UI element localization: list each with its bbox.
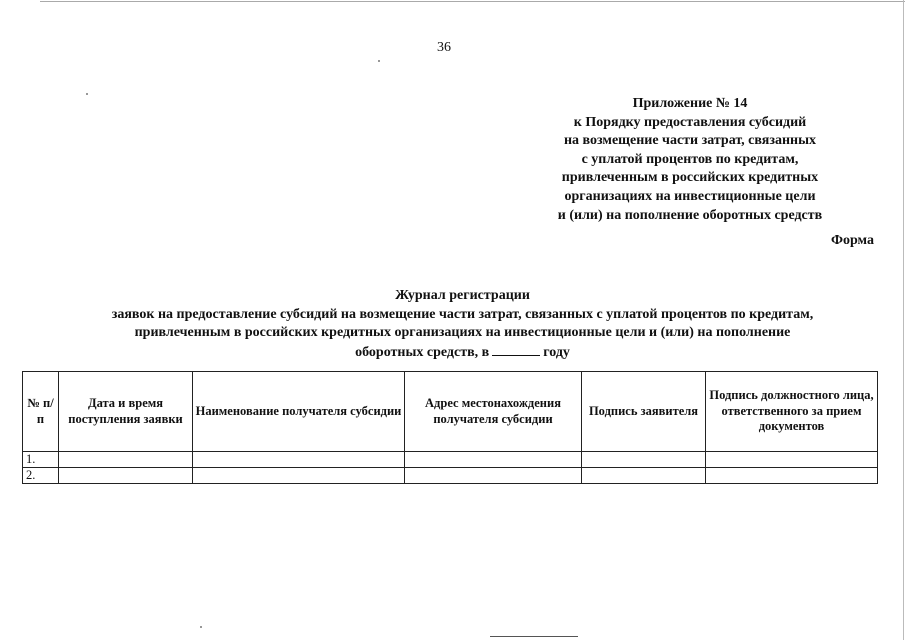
scan-edge-bottom: [490, 636, 578, 637]
official-signature-cell: [706, 452, 878, 468]
journal-subtitle-line: [10, 343, 905, 363]
scan-edge-top: [40, 1, 905, 2]
recipient-name-cell: [193, 452, 405, 468]
scan-speck: [378, 60, 380, 62]
scan-speck: [86, 93, 88, 95]
table-header-row: [23, 372, 878, 452]
date-time-cell: [59, 452, 193, 468]
column-header-recipient-name: Наименование получателя субсидии: [193, 372, 405, 452]
journal-title: Журнал регистрации: [395, 288, 530, 303]
column-header-date-time: Дата и время поступления заявки: [59, 372, 193, 452]
registration-table: [22, 371, 878, 484]
column-header-number: № п/п: [23, 372, 59, 452]
scan-speck: [200, 626, 202, 628]
journal-subtitle-line: привлеченным в российских кредитных организациях на инвестиционные цели и (или) на пополнение: [134, 325, 791, 340]
column-header-applicant-signature: Подпись заявителя: [582, 372, 706, 452]
date-time-cell: [59, 468, 193, 484]
journal-year-suffix: году: [543, 344, 570, 360]
table-row: [23, 468, 878, 484]
recipient-address-cell: [405, 452, 582, 468]
official-signature-cell: [706, 468, 878, 484]
appendix-title: Приложение № 14: [632, 96, 748, 111]
column-header-recipient-address: Адрес местонахождения получателя субсидии: [405, 372, 582, 452]
appendix-line: на возмещение части затрат, связанных: [563, 133, 817, 149]
form-label: Форма: [830, 233, 874, 248]
journal-year-prefix: оборотных средств, в: [355, 344, 490, 360]
appendix-header: [500, 95, 880, 225]
journal-heading: [10, 287, 905, 362]
recipient-address-cell: [405, 468, 582, 484]
column-header-official-signature: Подпись должностного лица, ответственного за прием документов: [706, 372, 878, 452]
row-number-cell: 2.: [23, 468, 59, 484]
recipient-name-cell: [193, 468, 405, 484]
year-blank-field[interactable]: [492, 343, 540, 356]
appendix-line: привлеченным в российских кредитных: [561, 170, 819, 186]
appendix-line: организациях на инвестиционные цели: [564, 188, 816, 204]
row-number-cell: 1.: [23, 452, 59, 468]
appendix-line: с уплатой процентов по кредитам,: [581, 151, 799, 167]
table-row: [23, 452, 878, 468]
page-number: 36: [437, 40, 451, 55]
appendix-line: к Порядку предоставления субсидий: [573, 114, 807, 130]
applicant-signature-cell: [582, 452, 706, 468]
journal-subtitle-line: заявок на предоставление субсидий на возмещение части затрат, связанных с уплатой процентов по кредитам,: [111, 306, 814, 322]
appendix-line: и (или) на пополнение оборотных средств: [557, 207, 823, 223]
applicant-signature-cell: [582, 468, 706, 484]
